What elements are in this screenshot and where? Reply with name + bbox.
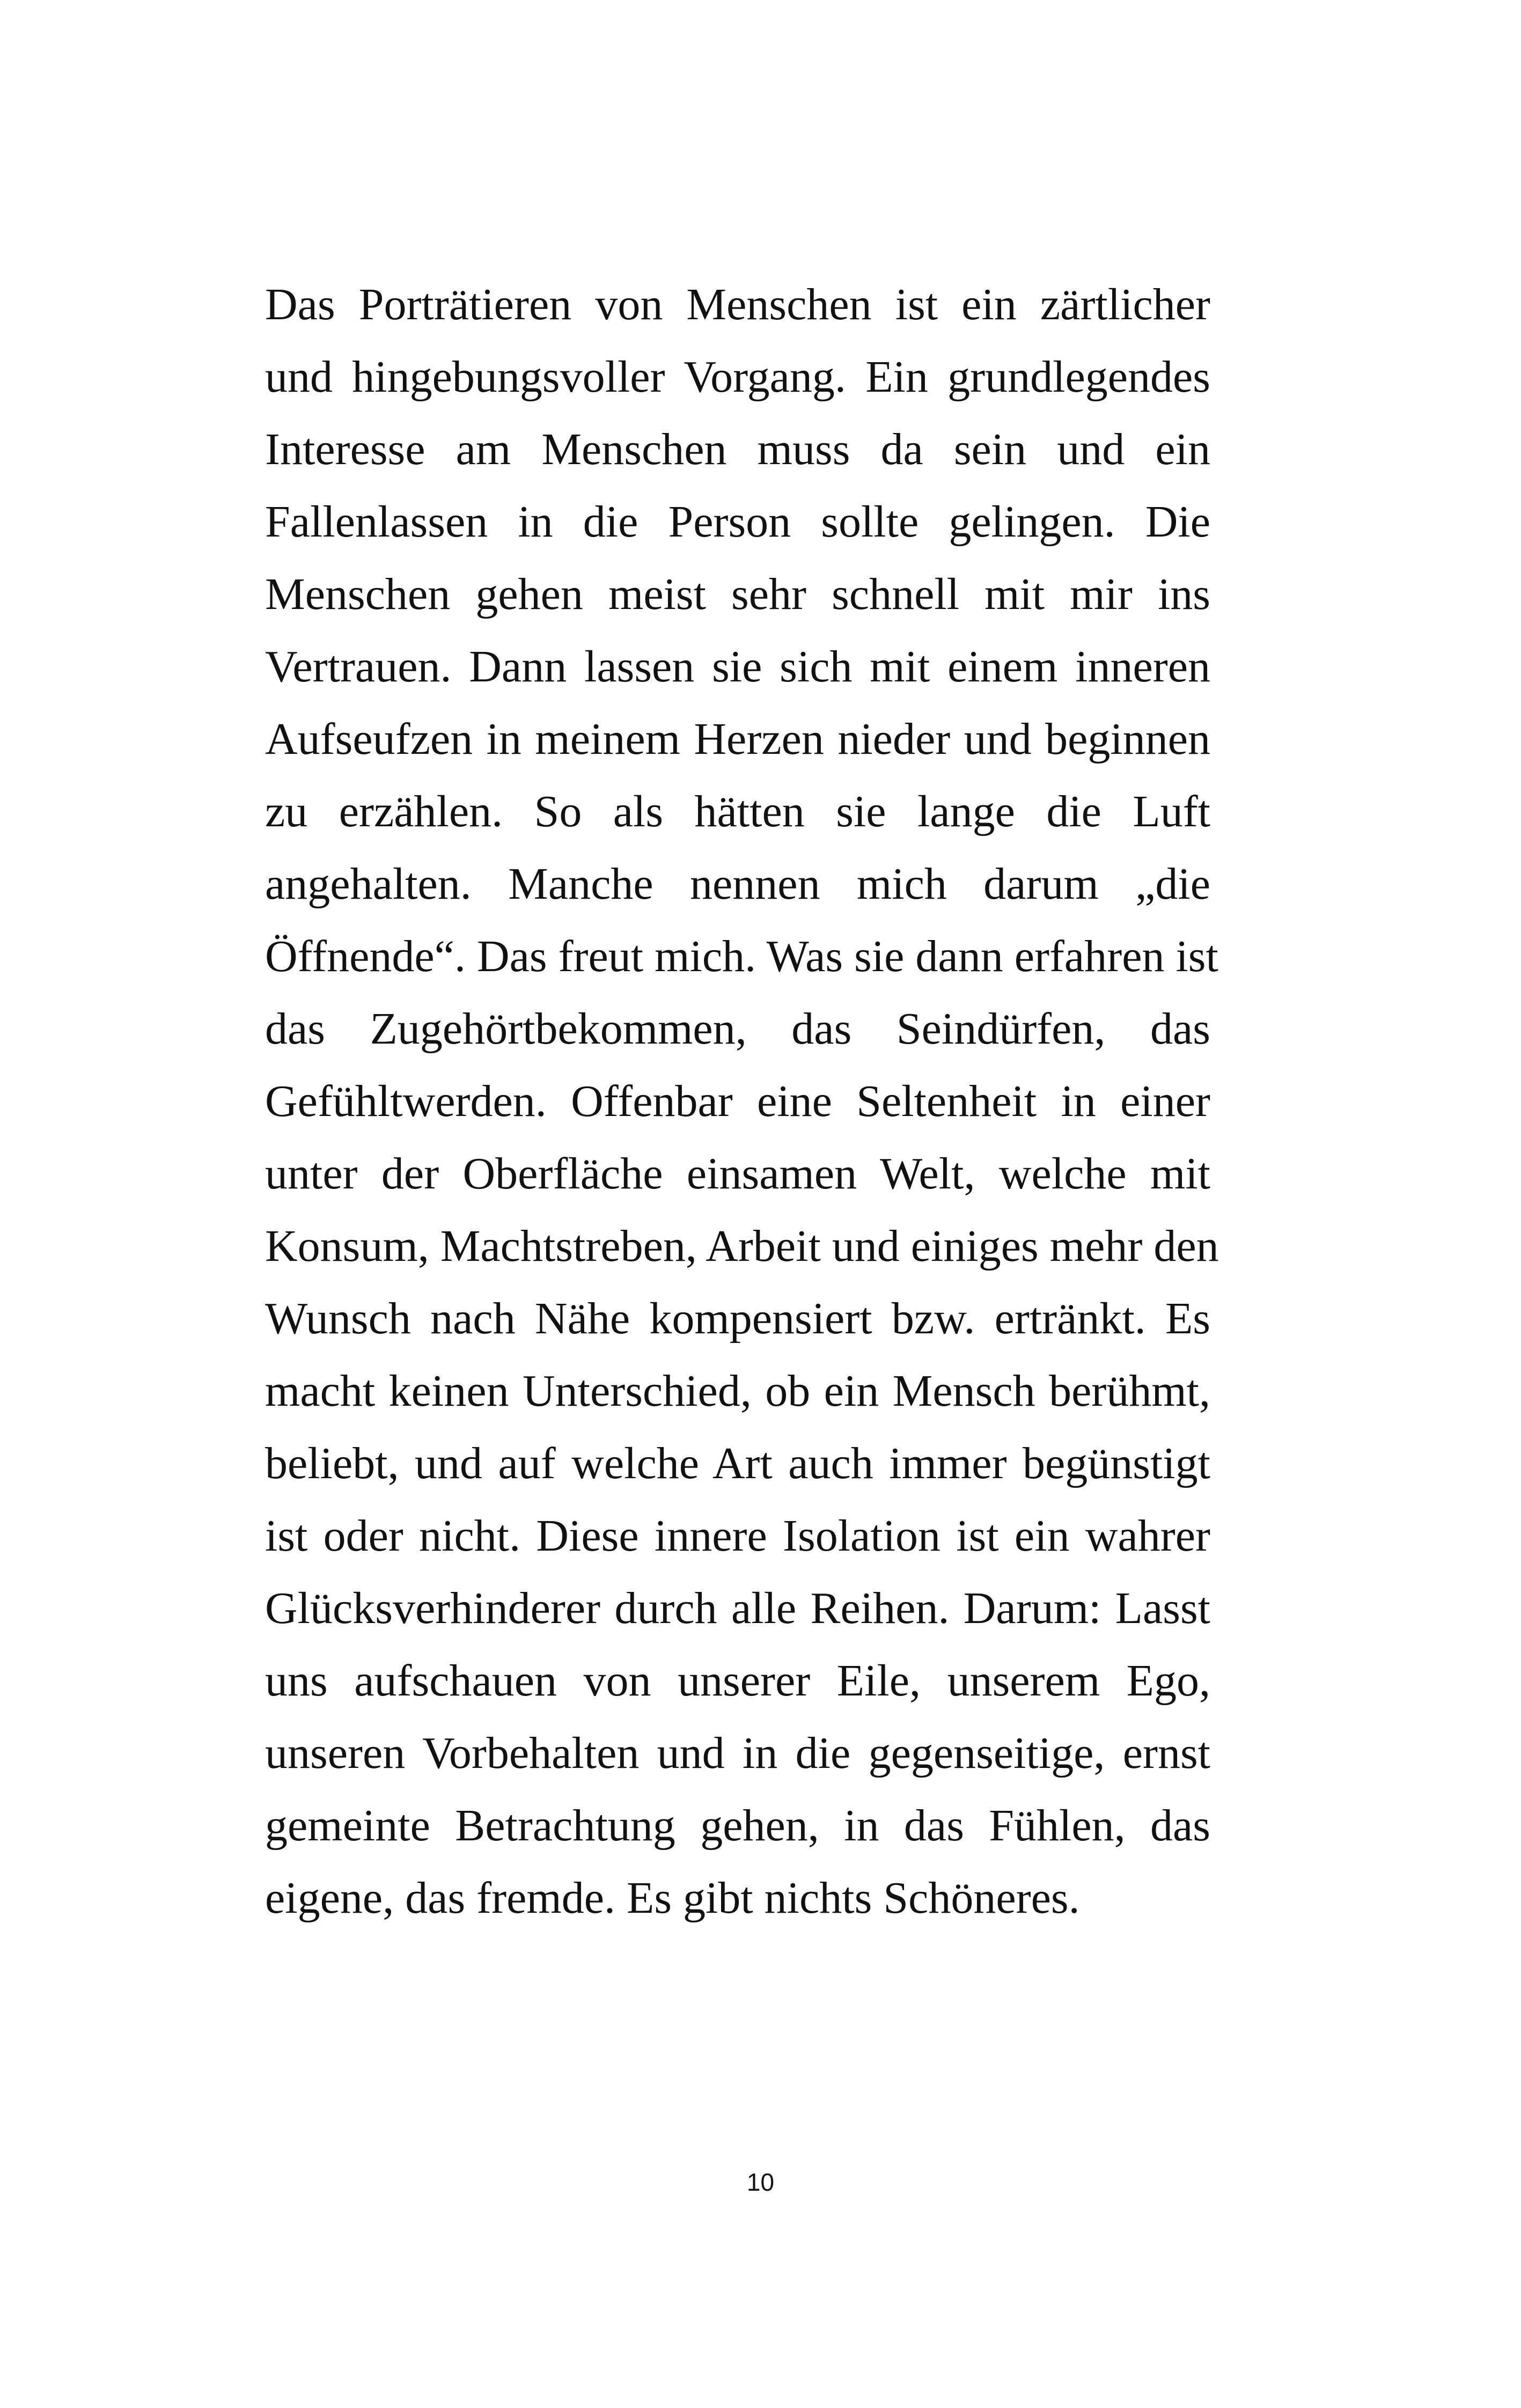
- text-line: und hingebungsvoller Vorgang. Ein grundlegendes: [265, 352, 1210, 402]
- text-line: das Zugehörtbekommen, das Seindürfen, das: [265, 1004, 1210, 1054]
- text-line: Wunsch nach Nähe kompensiert bzw. ertränkt. Es: [265, 1294, 1210, 1344]
- page-number: 10: [746, 2168, 775, 2196]
- text-line: Konsum, Machtstreben, Arbeit und einiges mehr den: [265, 1221, 1219, 1271]
- text-line: Öffnende“. Das freut mich. Was sie dann erfahren ist: [265, 931, 1218, 981]
- text-line: Fallenlassen in die Person sollte gelingen. Die: [265, 497, 1210, 547]
- text-line: Das Porträtieren von Menschen ist ein zärtlicher: [265, 280, 1210, 329]
- text-line: Glücksverhinderer durch alle Reihen. Darum: Lasst: [265, 1583, 1210, 1633]
- text-line: beliebt, und auf welche Art auch immer begünstigt: [265, 1438, 1210, 1488]
- text-line: unter der Oberfläche einsamen Welt, welche mit: [265, 1149, 1210, 1199]
- text-line: angehalten. Manche nennen mich darum „die: [265, 859, 1210, 909]
- text-line: uns aufschauen von unserer Eile, unserem Ego,: [265, 1656, 1210, 1706]
- text-line: Aufseufzen in meinem Herzen nieder und beginnen: [265, 714, 1210, 764]
- body-paragraph: [265, 268, 1219, 1934]
- text-line: ist oder nicht. Diese innere Isolation ist ein wahrer: [265, 1511, 1210, 1561]
- text-line: macht keinen Unterschied, ob ein Mensch berühmt,: [265, 1366, 1210, 1416]
- text-line: zu erzählen. So als hätten sie lange die Luft: [265, 787, 1210, 836]
- text-line: unseren Vorbehalten und in die gegenseitige, ernst: [265, 1728, 1210, 1778]
- text-line: eigene, das fremde. Es gibt nichts Schöneres.: [265, 1873, 1080, 1923]
- text-line: Interesse am Menschen muss da sein und ein: [265, 424, 1210, 474]
- text-line: Menschen gehen meist sehr schnell mit mir ins: [265, 569, 1210, 619]
- text-line: Gefühltwerden. Offenbar eine Seltenheit in einer: [265, 1076, 1210, 1126]
- text-line: gemeinte Betrachtung gehen, in das Fühlen, das: [265, 1801, 1210, 1851]
- text-line: Vertrauen. Dann lassen sie sich mit einem inneren: [265, 642, 1210, 692]
